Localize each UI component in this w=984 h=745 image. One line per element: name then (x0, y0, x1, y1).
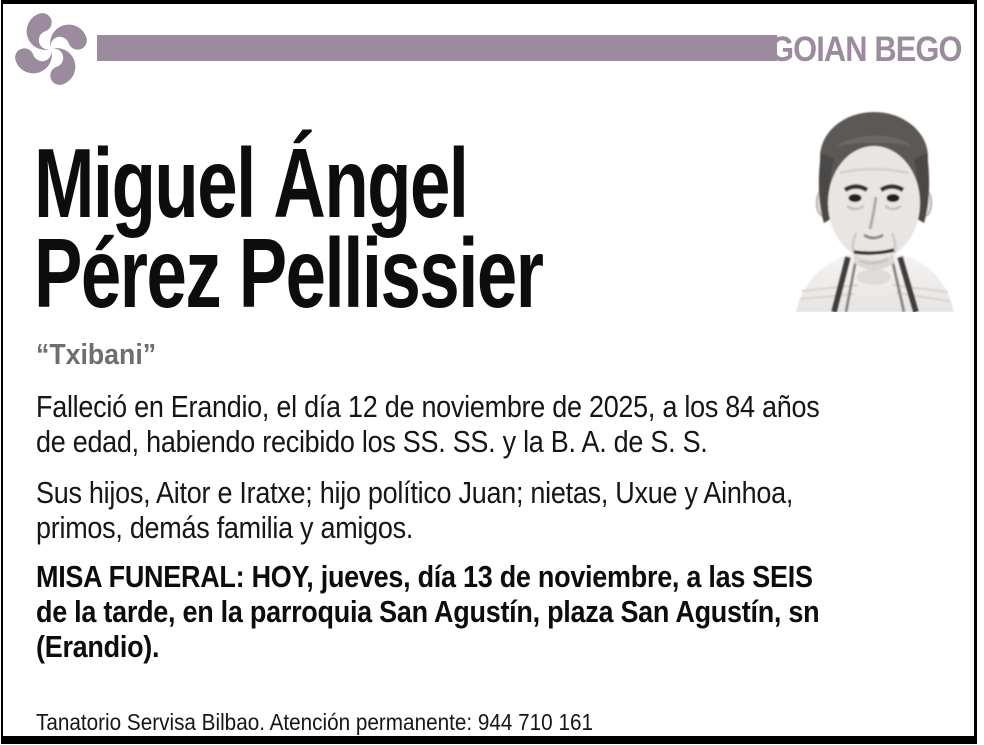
family-line2: primos, demás familia y amigos. (36, 510, 414, 545)
death-notice-line2: de edad, habiendo recibido los SS. SS. y la B. A. de S. S. (36, 424, 708, 459)
funeral-mass-line1: MISA FUNERAL: HOY, jueves, día 13 de noviembre, a las SEIS (36, 559, 813, 594)
funeral-home-contact: Tanatorio Servisa Bilbao. Atención permanente: 944 710 161 (36, 709, 593, 735)
lauburu-icon (10, 8, 92, 90)
family-line1: Sus hijos, Aitor e Iratxe; hijo político Juan; nietas, Uxue y Ainhoa, (36, 475, 794, 510)
funeral-mass-paragraph (36, 559, 936, 664)
funeral-mass-line3: (Erandio). (36, 629, 160, 664)
motto-goian-bego: GOIAN BEGO (770, 30, 962, 69)
deceased-name-line2: Pérez Pellissier (34, 218, 543, 328)
death-notice-paragraph (36, 389, 936, 459)
deceased-name-line1: Miguel Ángel (34, 128, 468, 238)
portrait-photo (788, 95, 960, 312)
family-paragraph (36, 475, 906, 545)
death-notice-line1: Falleció en Erandio, el día 12 de noviembre de 2025, a los 84 años (36, 389, 820, 424)
funeral-mass-line2: de la tarde, en la parroquia San Agustín, plaza San Agustín, sn (36, 594, 820, 629)
deceased-name (34, 128, 721, 328)
deceased-nickname: “Txibani” (36, 339, 157, 371)
header-rule (97, 35, 777, 61)
